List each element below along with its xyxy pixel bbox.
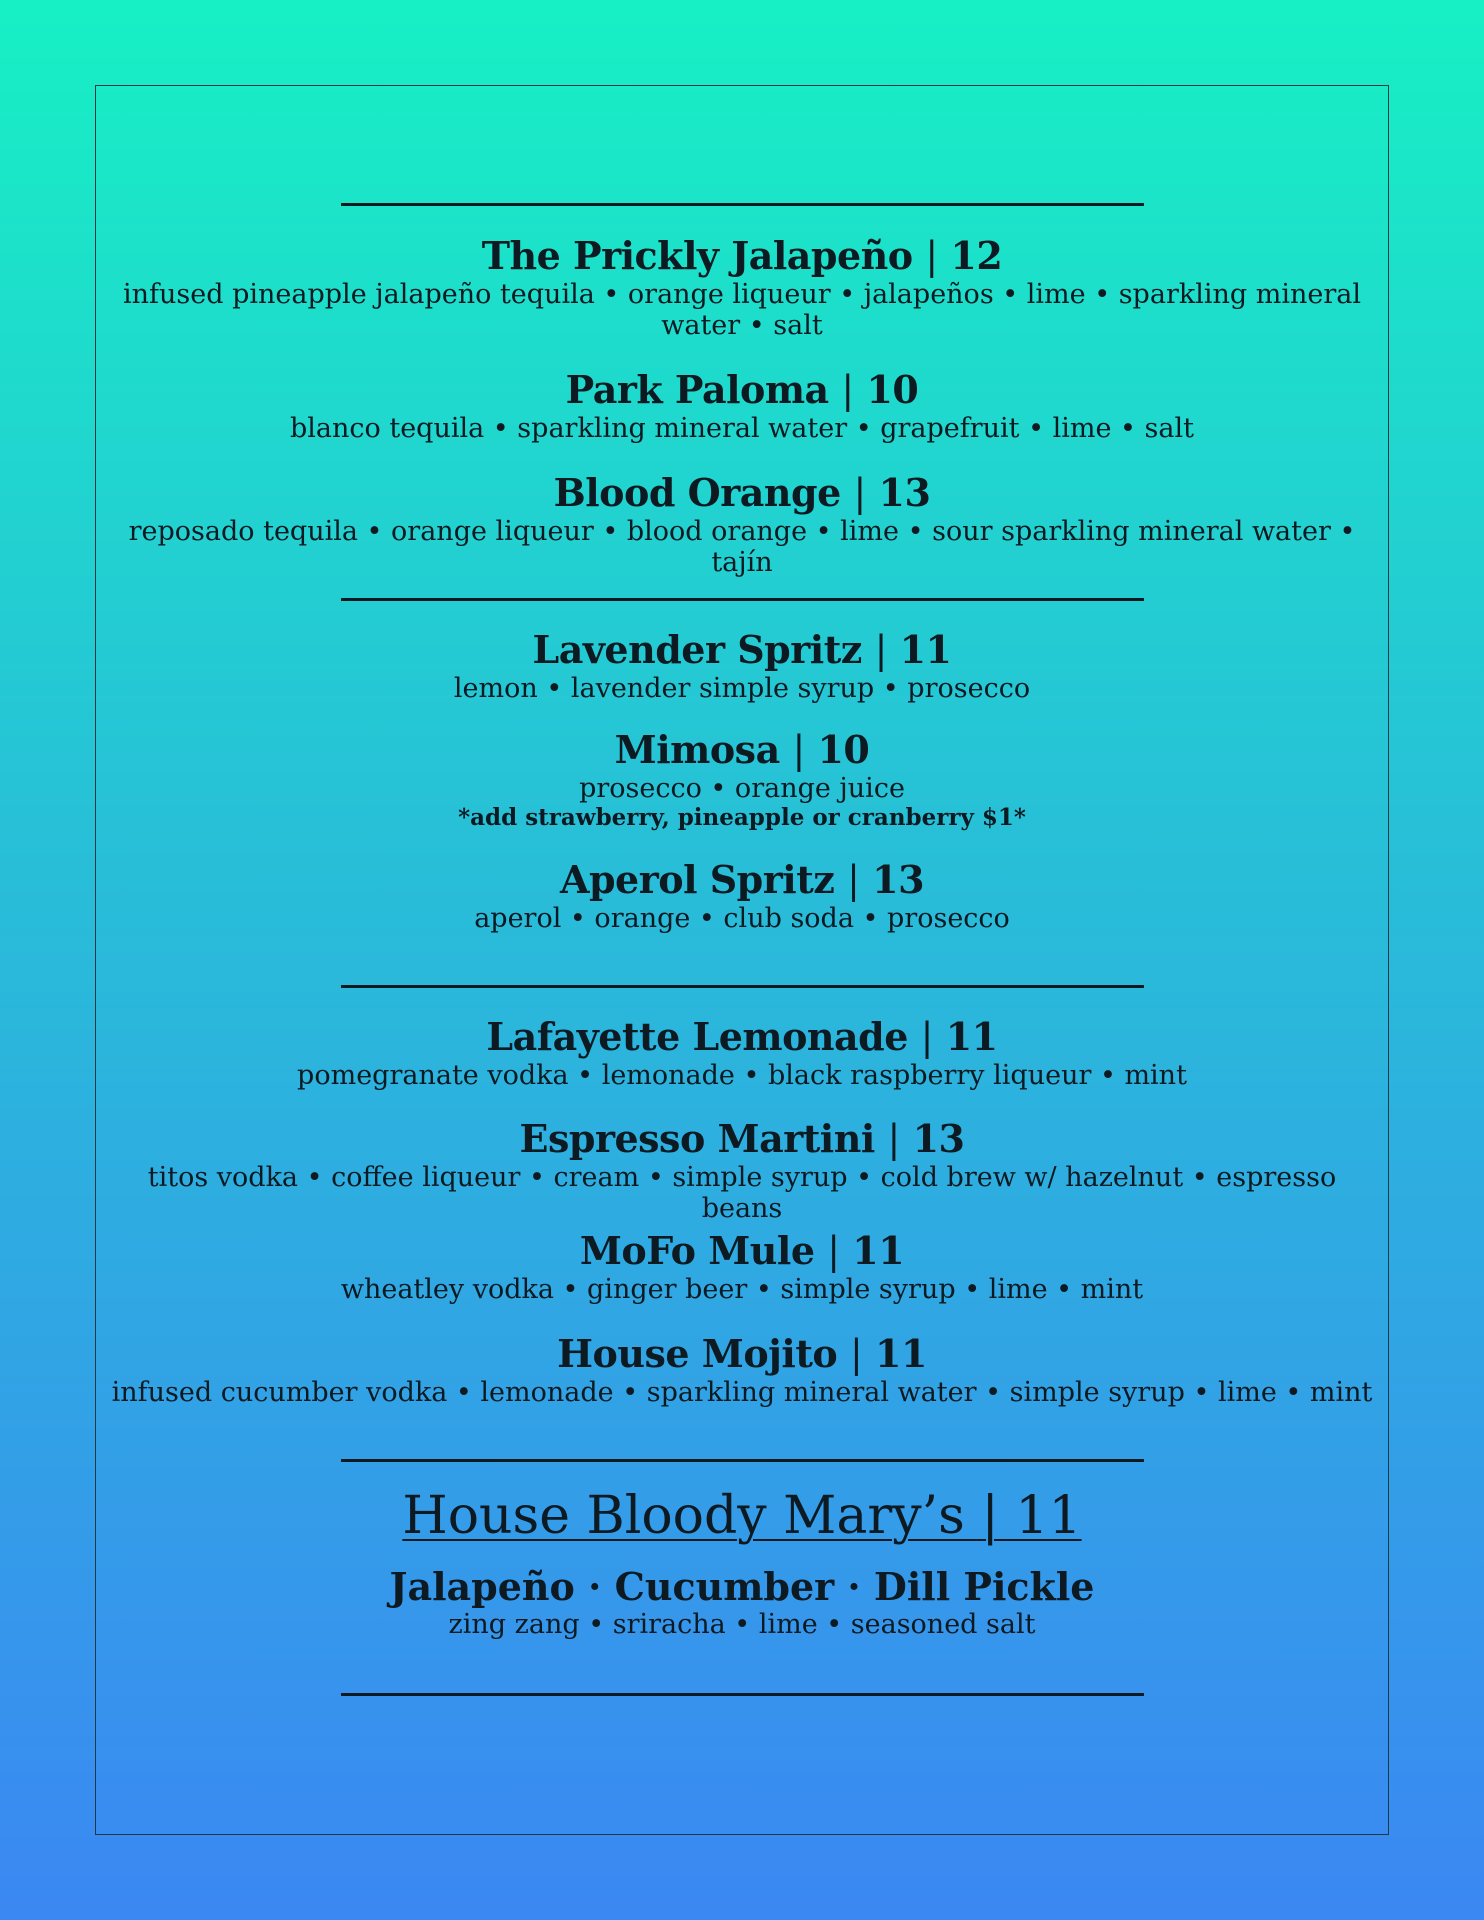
price-separator: | [792,728,805,772]
price-separator: | [874,628,887,672]
bloody-mary-heading: House Bloody Mary’s | 11 [402,1486,1082,1546]
item-price: 13 [912,1116,965,1161]
item-title [100,233,1384,279]
item-title [100,1014,1384,1060]
item-description: pomegranate vodka • lemonade • black raspberry liqueur • mint [297,1060,1187,1091]
item-price: 10 [866,367,919,412]
item-name: Lafayette Lemonade [486,1014,908,1059]
menu-item-house-mojito [100,1331,1384,1408]
item-price: 10 [817,727,870,772]
menu-item-prickly-jalapeno [100,233,1384,341]
item-description: infused pineapple jalapeño tequila • orange liqueur • jalapeños • lime • sparkling mineral water • salt [123,279,1361,341]
menu-item-espresso-martini [100,1116,1384,1224]
item-price: 11 [875,1331,927,1376]
item-name: Lavender Spritz [532,627,862,672]
item-title [100,470,1384,516]
item-price: 13 [872,857,925,902]
item-name: The Prickly Jalapeño [481,233,913,278]
price-separator: | [849,1332,863,1376]
item-price: 11 [899,627,952,672]
item-title [100,367,1384,413]
divider [341,203,1144,206]
item-name: Blood Orange [553,470,841,515]
price-separator: | [920,1015,933,1059]
menu-item-lavender-spritz [100,627,1384,704]
menu-item-lafayette-lemonade [100,1014,1384,1091]
item-description: aperol • orange • club soda • prosecco [474,903,1010,934]
item-title [100,1228,1384,1274]
item-title [100,1116,1384,1162]
item-title [100,1331,1384,1377]
item-name: House Mojito [557,1331,838,1376]
item-price: 11 [945,1014,998,1059]
item-name: MoFo Mule [579,1228,815,1273]
item-description: prosecco • orange juice [579,773,905,804]
bloody-mary-varieties: Jalapeño · Cucumber · Dill Pickle [389,1564,1095,1609]
divider [341,1459,1144,1462]
item-name: Espresso Martini [519,1116,875,1161]
item-description: titos vodka • coffee liqueur • cream • simple syrup • cold brew w/ hazelnut • espresso beans [147,1162,1337,1224]
price-separator: | [841,368,854,412]
item-description: wheatley vodka • ginger beer • simple syrup • lime • mint [340,1274,1144,1305]
item-name: Park Paloma [565,367,829,412]
menu-item-blood-orange [100,470,1384,578]
item-title [100,857,1384,903]
divider [341,1693,1144,1696]
item-name: Aperol Spritz [559,857,835,902]
menu-item-park-paloma [100,367,1384,444]
item-addon-note: *add strawberry, pineapple or cranberry $1* [458,804,1026,831]
divider [341,985,1144,988]
item-description: blanco tequila • sparkling mineral water • grapefruit • lime • salt [289,413,1194,444]
bloody-mary-description: zing zang • sriracha • lime • seasoned salt [448,1609,1036,1640]
price-separator: | [853,471,866,515]
item-description: infused cucumber vodka • lemonade • sparkling mineral water • simple syrup • lime • mint [111,1377,1373,1408]
item-price: 11 [852,1228,905,1273]
menu-item-aperol-spritz [100,857,1384,934]
divider [341,598,1144,601]
price-separator: | [827,1229,840,1273]
item-name: Mimosa [614,727,780,772]
menu-item-mofo-mule [100,1228,1384,1305]
price-separator: | [925,234,938,278]
item-title [100,727,1384,773]
item-description: lemon • lavender simple syrup • prosecco [453,673,1031,704]
item-price: 12 [950,233,1003,278]
price-separator: | [847,858,860,902]
item-title [100,627,1384,673]
item-price: 13 [878,470,931,515]
item-description: reposado tequila • orange liqueur • blood orange • lime • sour sparkling mineral water • tajín [128,516,1356,578]
menu-item-mimosa [100,727,1384,832]
price-separator: | [887,1117,900,1161]
bloody-mary-description-block [100,1609,1384,1640]
